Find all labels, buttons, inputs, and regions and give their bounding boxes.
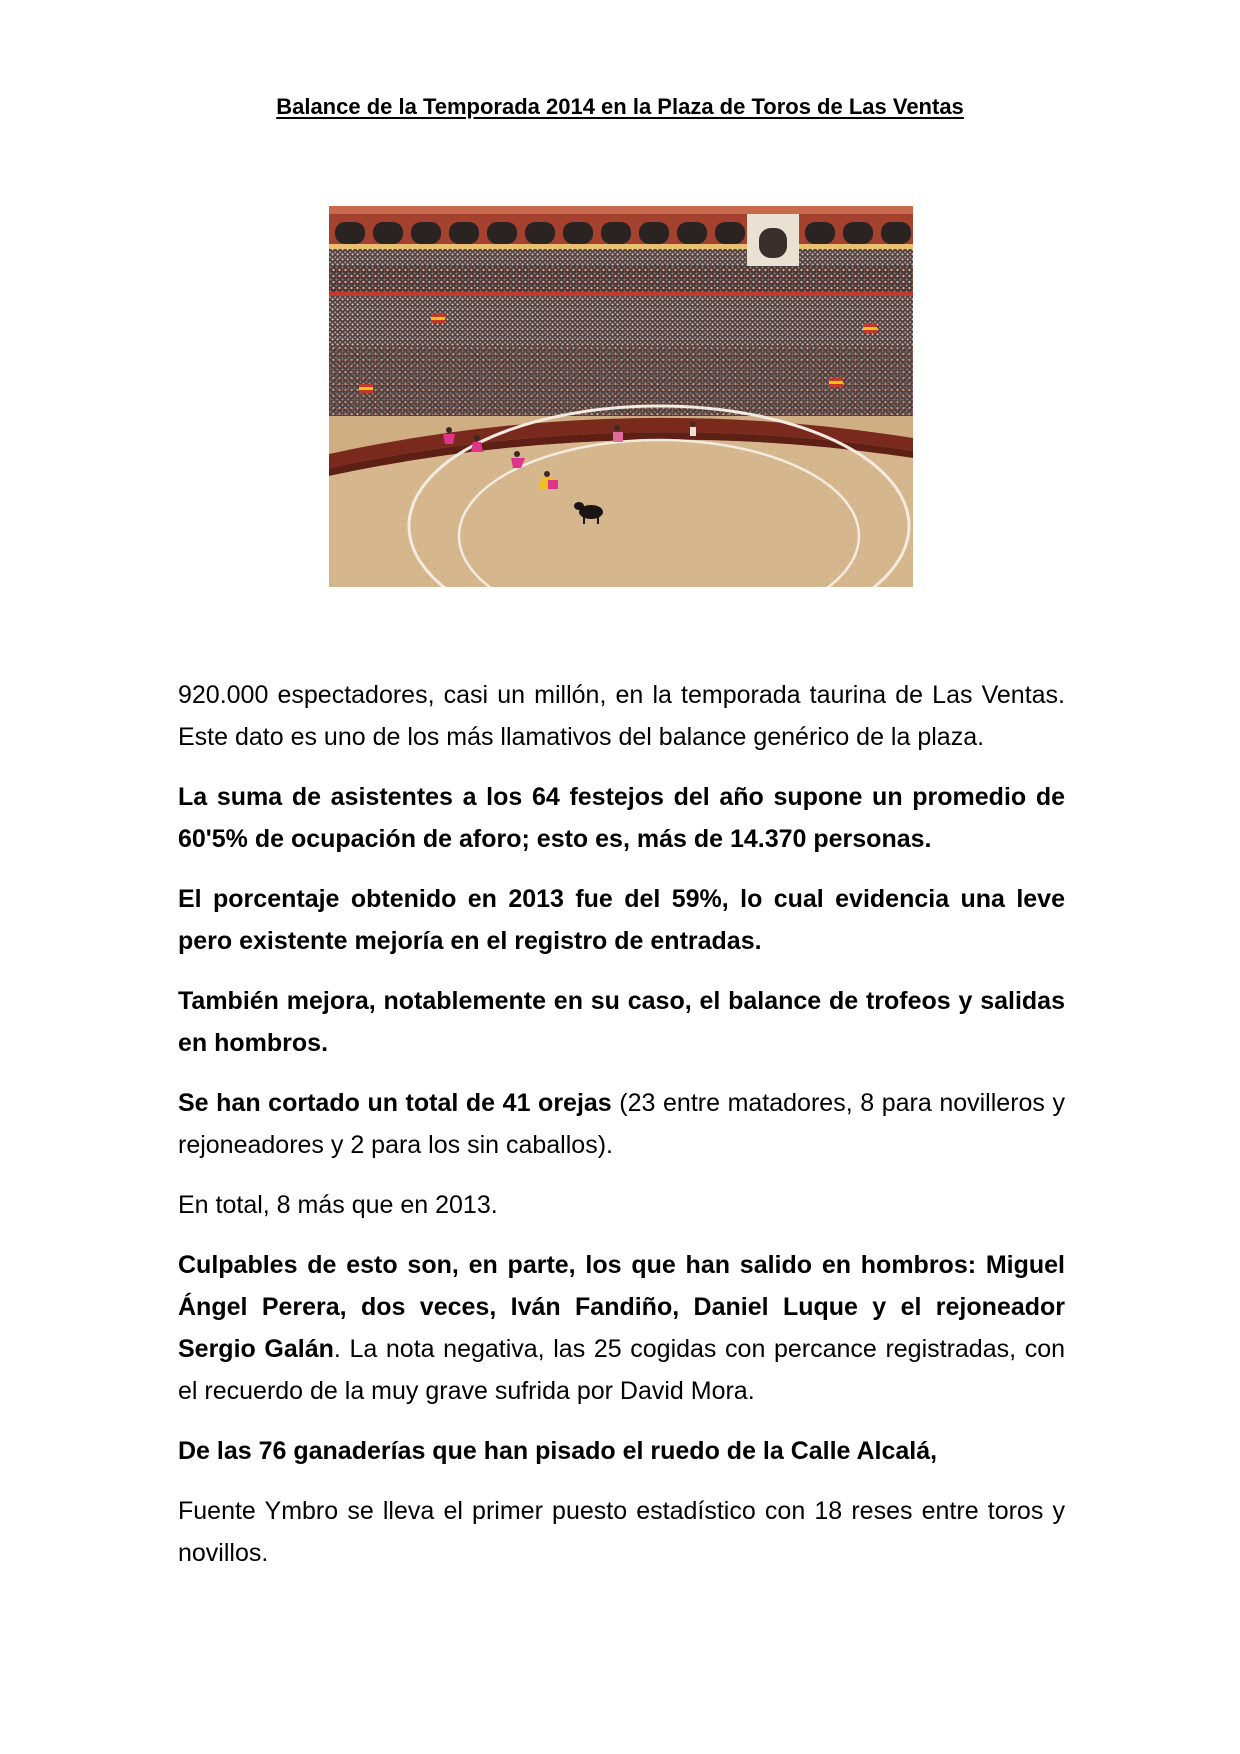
document-title: Balance de la Temporada 2014 en la Plaza de Toros de Las Ventas (276, 94, 964, 119)
paragraph-ears: Se han cortado un total de 41 orejas (23 entre matadores, 8 para novilleros y rejoneadores y 2 para los sin caballos). (178, 1089, 1065, 1159)
bullring-illustration (329, 206, 913, 587)
paragraph-percentage-2013: El porcentaje obtenido en 2013 fue del 59%, lo cual evidencia una leve pero existente mejoría en el registro de entradas. (178, 885, 1065, 955)
bullring-photo (329, 206, 913, 587)
paragraph-spectators: 920.000 espectadores, casi un millón, en la temporada taurina de Las Ventas. Este dato es uno de los más llamativos del balance genérico de la plaza. (178, 681, 1065, 751)
paragraph-total: En total, 8 más que en 2013. (178, 1191, 498, 1219)
paragraph-culprits: Culpables de esto son, en parte, los que han salido en hombros: Miguel Ángel Perera, dos veces, Iván Fandiño, Daniel Luque y el rejoneador Sergio Galán. La nota negativa, las 25 cogidas con percance registradas, con el recuerdo de la muy grave sufrida por David Mora. (178, 1251, 1065, 1405)
paragraph-attendance: La suma de asistentes a los 64 festejos del año supone un promedio de 60'5% de ocupación de aforo; esto es, más de 14.370 personas. (178, 783, 1065, 853)
article-body (178, 674, 1065, 1592)
paragraph-ganaderias: De las 76 ganaderías que han pisado el ruedo de la Calle Alcalá, (178, 1437, 938, 1465)
paragraph-fuente-ymbro: Fuente Ymbro se lleva el primer puesto estadístico con 18 reses entre toros y novillos. (178, 1497, 1065, 1567)
paragraph-trophies: También mejora, notablemente en su caso, el balance de trofeos y salidas en hombros. (178, 987, 1065, 1057)
